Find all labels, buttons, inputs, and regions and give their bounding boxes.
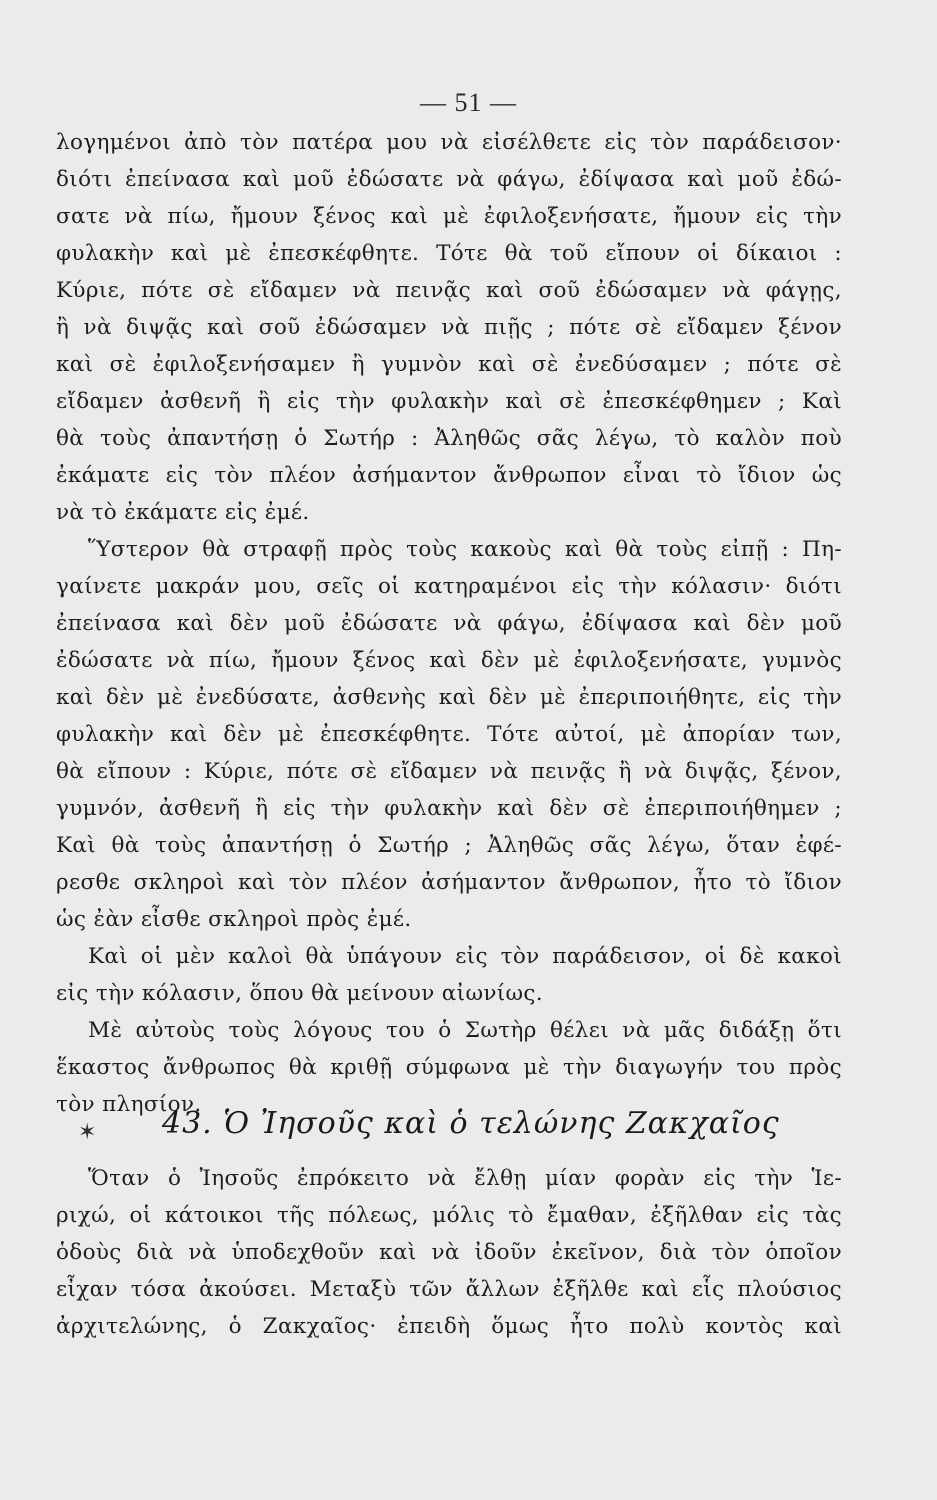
text-line: γυμνόν, ἀσθενῆ ἢ εἰς τὴν φυλακὴν καὶ δὲν σὲ ἐπεριποιήθημεν ; bbox=[56, 796, 842, 821]
text-line: ἢ νὰ διψᾷς καὶ σοῦ ἐδώσαμεν νὰ πιῇς ; πότε σὲ εἴδαμεν ξένον bbox=[56, 315, 842, 340]
text-line: Καὶ οἱ μὲν καλοὶ θὰ ὑπάγουν εἰς τὸν παράδεισον, οἱ δὲ κακοὶ bbox=[88, 944, 842, 969]
section-title: 43. Ὁ Ἰησοῦς καὶ ὁ τελώνης Ζακχαῖος bbox=[162, 1106, 780, 1141]
text-line: ἐπείνασα καὶ δὲν μοῦ ἐδώσατε νὰ φάγω, ἐδίψασα καὶ δὲν μοῦ bbox=[56, 611, 842, 636]
text-line: νὰ τὸ ἐκάματε εἰς ἐμέ. bbox=[56, 500, 310, 525]
text-line: θὰ εἴπουν : Κύριε, πότε σὲ εἴδαμεν νὰ πεινᾷς ἢ νὰ διψᾷς, ξένον, bbox=[56, 759, 842, 784]
body-text-top bbox=[56, 124, 842, 1123]
body-text-bottom bbox=[56, 1160, 842, 1345]
text-line: ὁδοὺς διὰ νὰ ὑποδεχθοῦν καὶ νὰ ἰδοῦν ἐκεῖνον, διὰ τὸν ὁποῖον bbox=[56, 1240, 842, 1265]
text-line: Ὕστερον θὰ στραφῇ πρὸς τοὺς κακοὺς καὶ θὰ τοὺς εἰπῇ : Πη- bbox=[88, 537, 842, 562]
text-line: ὡς ἐὰν εἶσθε σκληροὶ πρὸς ἐμέ. bbox=[56, 907, 412, 932]
text-line: εἶχαν τόσα ἀκούσει. Μεταξὺ τῶν ἄλλων ἐξῆλθε καὶ εἷς πλούσιος bbox=[56, 1277, 842, 1302]
text-line: εἰς τὴν κόλασιν, ὅπου θὰ μείνουν αἰωνίως. bbox=[56, 981, 543, 1006]
section-heading bbox=[56, 1104, 842, 1154]
text-line: θὰ τοὺς ἀπαντήσῃ ὁ Σωτήρ : Ἀληθῶς σᾶς λέγω, τὸ καλὸν ποὺ bbox=[56, 426, 842, 451]
text-line: καὶ δὲν μὲ ἐνεδύσατε, ἀσθενὴς καὶ δὲν μὲ ἐπεριποιήθητε, εἰς τὴν bbox=[56, 685, 842, 710]
text-line: ριχώ, οἱ κάτοικοι τῆς πόλεως, μόλις τὸ ἔμαθαν, ἐξῆλθαν εἰς τὰς bbox=[56, 1203, 842, 1228]
text-line: ἀρχιτελώνης, ὁ Ζακχαῖος· ἐπειδὴ ὅμως ἦτο πολὺ κοντὸς καὶ bbox=[56, 1314, 842, 1339]
text-line: ἕκαστος ἄνθρωπος θὰ κριθῇ σύμφωνα μὲ τὴν διαγωγήν του πρὸς bbox=[56, 1055, 842, 1080]
text-line: φυλακὴν καὶ μὲ ἐπεσκέφθητε. Τότε θὰ τοῦ εἴπουν οἱ δίκαιοι : bbox=[56, 241, 842, 266]
text-line: τὸν πλησίον. bbox=[56, 1092, 202, 1117]
text-line: γαίνετε μακράν μου, σεῖς οἱ κατηραμένοι εἰς τὴν κόλασιν· διότι bbox=[56, 574, 842, 599]
text-line: Καὶ θὰ τοὺς ἀπαντήσῃ ὁ Σωτήρ ; Ἀληθῶς σᾶς λέγω, ὅταν ἐφέ- bbox=[56, 833, 842, 858]
text-line: ἐκάματε εἰς τὸν πλέον ἀσήμαντον ἄνθρωπον εἶναι τὸ ἴδιον ὡς bbox=[56, 463, 842, 488]
asterisk-mark-icon: ✶ bbox=[78, 1120, 97, 1145]
text-line: Ὅταν ὁ Ἰησοῦς ἐπρόκειτο νὰ ἔλθῃ μίαν φορὰν εἰς τὴν Ἱε- bbox=[88, 1166, 842, 1191]
text-line: σατε νὰ πίω, ἤμουν ξένος καὶ μὲ ἐφιλοξενήσατε, ἤμουν εἰς τὴν bbox=[56, 204, 842, 229]
text-line: διότι ἐπείνασα καὶ μοῦ ἐδώσατε νὰ φάγω, ἐδίψασα καὶ μοῦ ἐδώ- bbox=[56, 167, 842, 192]
page-number: — 51 — bbox=[420, 88, 517, 117]
text-line: Μὲ αὐτοὺς τοὺς λόγους του ὁ Σωτὴρ θέλει νὰ μᾶς διδάξῃ ὅτι bbox=[88, 1018, 842, 1043]
text-line: ἐδώσατε νὰ πίω, ἤμουν ξένος καὶ δὲν μὲ ἐφιλοξενήσατε, γυμνὸς bbox=[56, 648, 842, 673]
text-line: καὶ σὲ ἐφιλοξενήσαμεν ἢ γυμνὸν καὶ σὲ ἐνεδύσαμεν ; πότε σὲ bbox=[56, 352, 842, 377]
text-line: Κύριε, πότε σὲ εἴδαμεν νὰ πεινᾷς καὶ σοῦ ἐδώσαμεν νὰ φάγῃς, bbox=[56, 278, 842, 303]
text-line: φυλακὴν καὶ δὲν μὲ ἐπεσκέφθητε. Τότε αὐτοί, μὲ ἀπορίαν των, bbox=[56, 722, 842, 747]
text-line: εἴδαμεν ἀσθενῆ ἢ εἰς τὴν φυλακὴν καὶ σὲ ἐπεσκέφθημεν ; Καὶ bbox=[56, 389, 842, 414]
text-line: λογημένοι ἀπὸ τὸν πατέρα μου νὰ εἰσέλθετε εἰς τὸν παράδεισον· bbox=[56, 130, 842, 155]
text-line: ρεσθε σκληροὶ καὶ τὸν πλέον ἀσήμαντον ἄνθρωπον, ἦτο τὸ ἴδιον bbox=[56, 870, 842, 895]
